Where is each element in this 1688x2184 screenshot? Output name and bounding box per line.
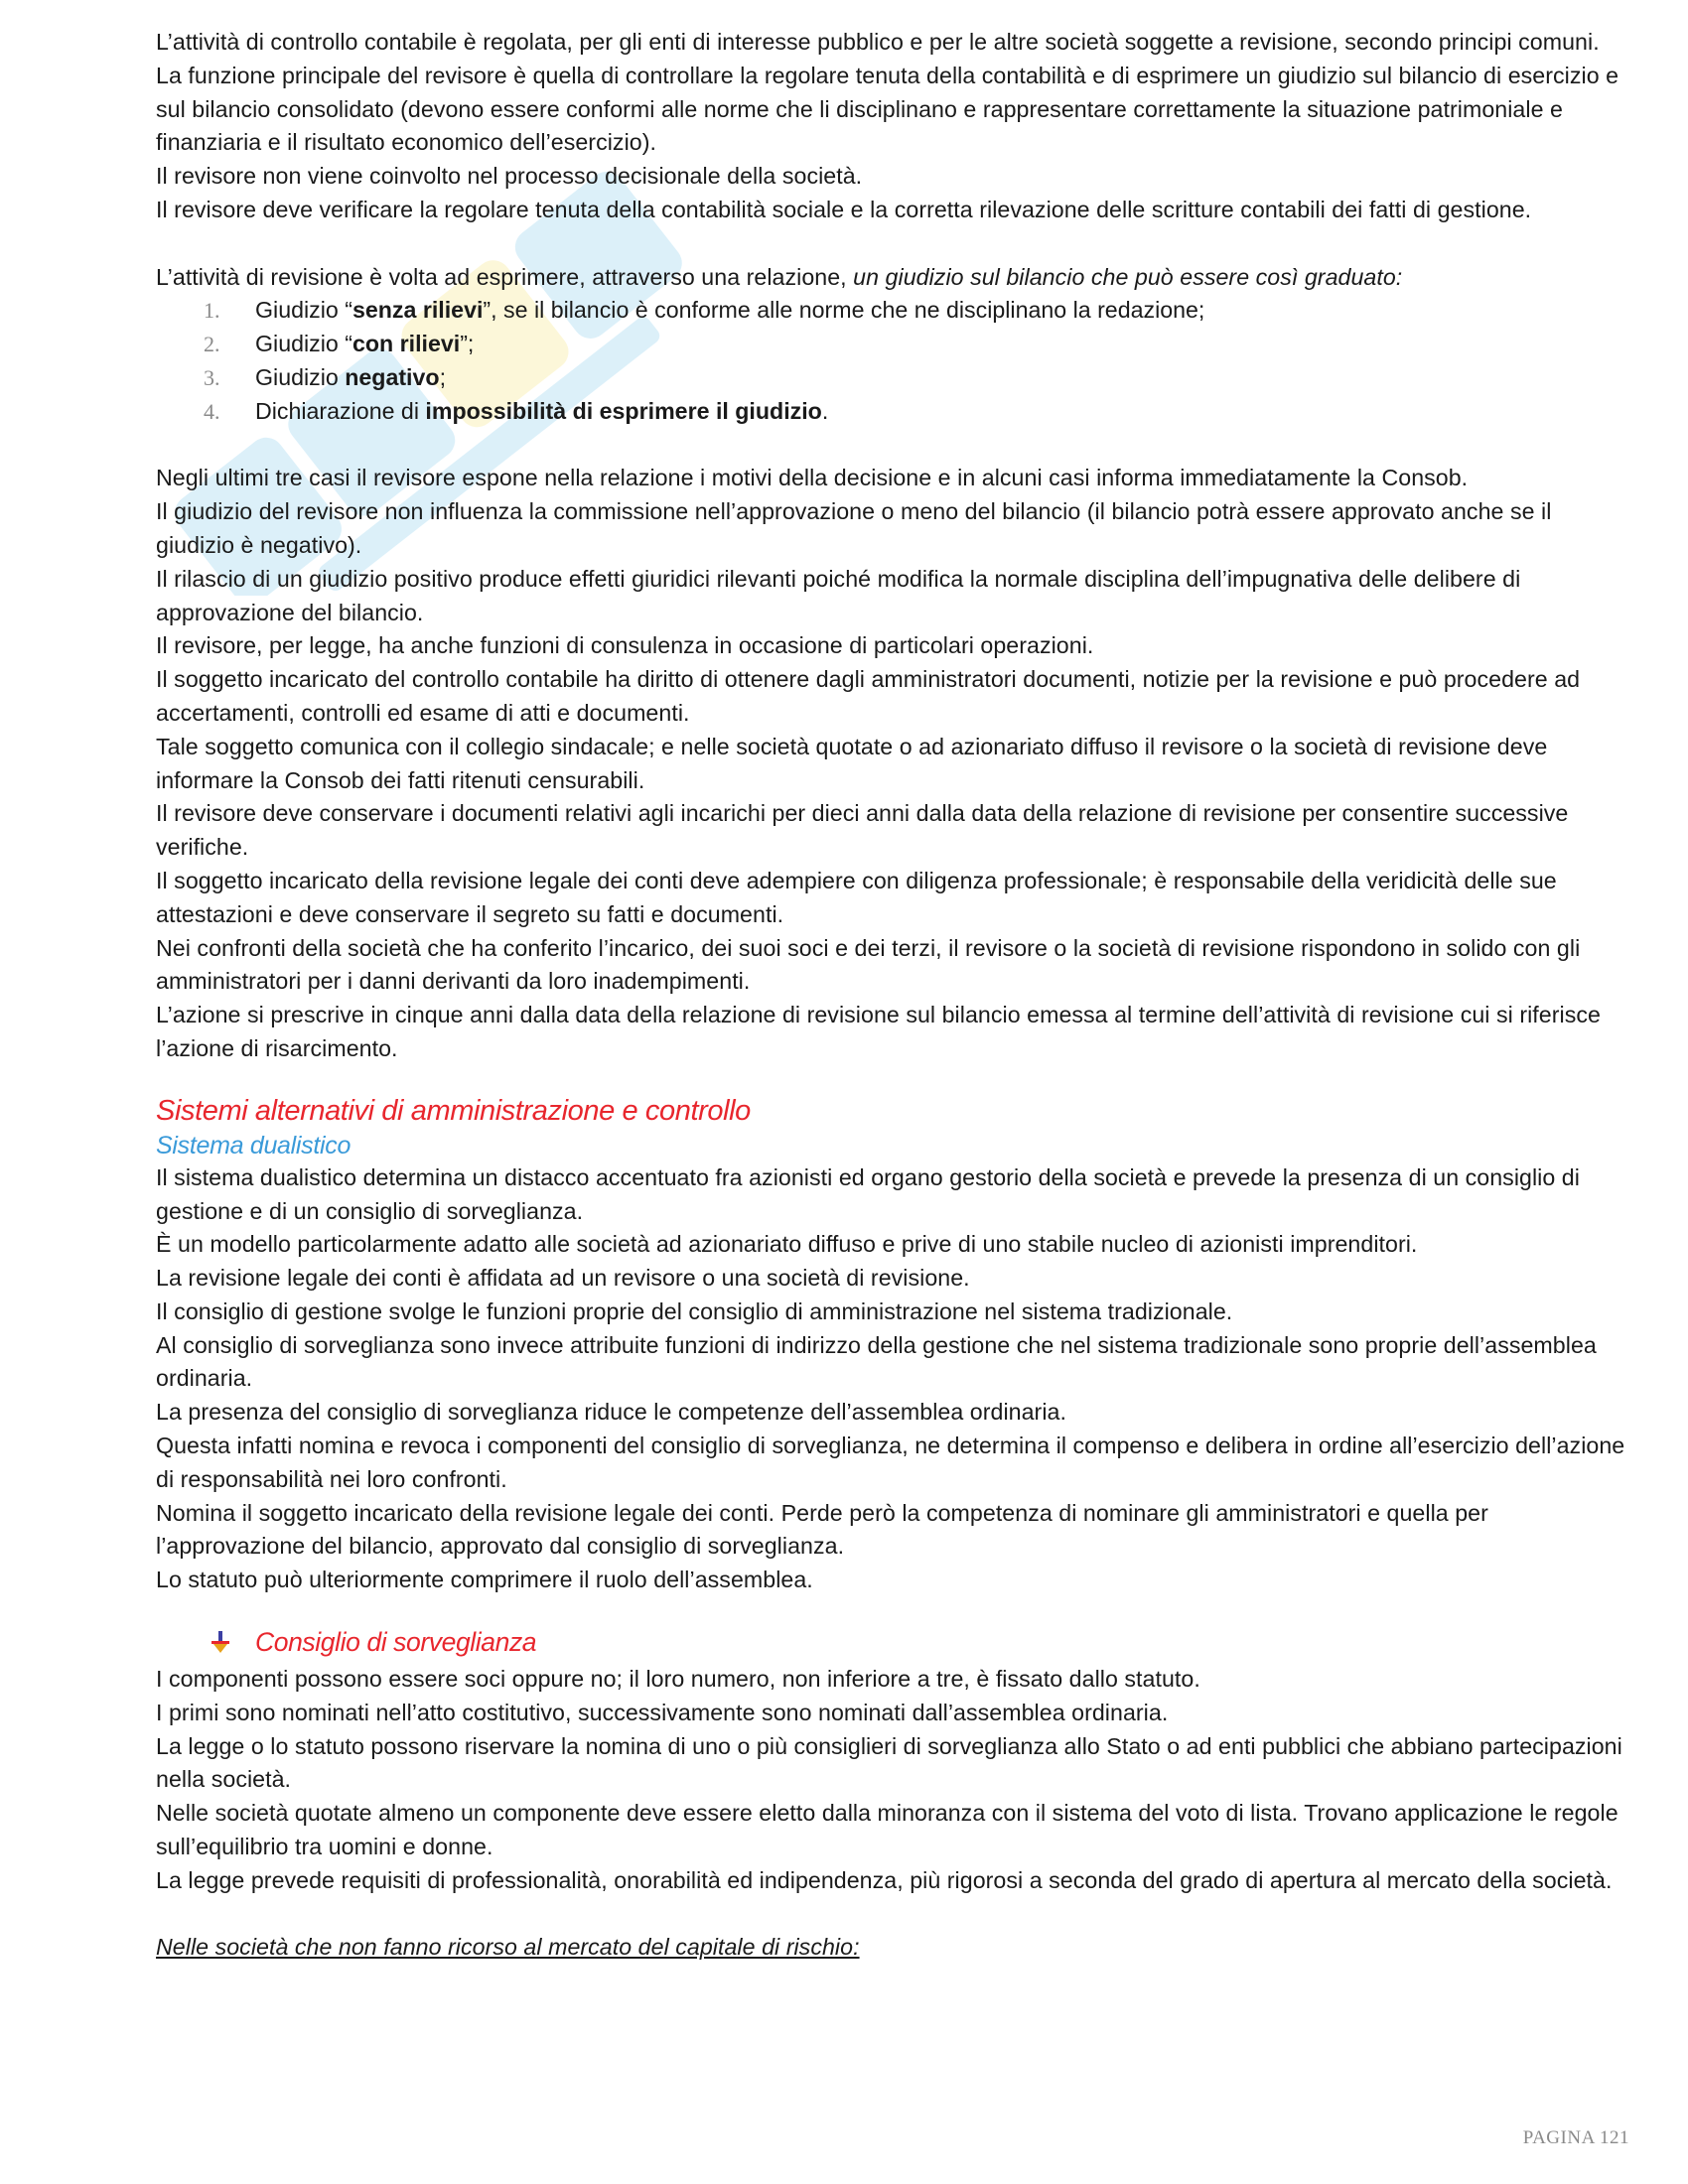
list-bold: negativo (345, 363, 440, 390)
list-number: 3. (204, 364, 220, 390)
list-item (156, 294, 1635, 328)
paragraph: Al consiglio di sorveglianza sono invece attribuite funzioni di indirizzo della gestione che nel sistema tradizionale sono proprie dell’assemblea ordinaria. (156, 1331, 1597, 1392)
paragraph: La presenza del consiglio di sorveglianza riduce le competenze dell’assemblea ordinaria. (156, 1399, 1066, 1426)
list-text: Dichiarazione di (255, 397, 426, 424)
paragraph: È un modello particolarmente adatto alle società ad azionariato diffuso e prive di uno stabile nucleo di azionisti imprenditori. (156, 1231, 1418, 1258)
paragraph: Il giudizio del revisore non influenza la commissione nell’approvazione o meno del bilancio (il bilancio potrà essere approvato anche se il giudizio è negativo). (156, 498, 1552, 558)
paragraph: Il consiglio di gestione svolge le funzioni proprie del consiglio di amministrazione nel sistema tradizionale. (156, 1297, 1233, 1324)
paragraph: L’attività di controllo contabile è regolata, per gli enti di interesse pubblico e per le altre società soggette a revisione, secondo principi comuni. (156, 29, 1600, 55)
list-text: ”, se il bilancio è conforme alle norme che ne disciplinano la redazione; (483, 297, 1205, 324)
list-text: ”; (460, 331, 475, 357)
grades-intro (156, 261, 1635, 295)
paragraph: Questa infatti nomina e revoca i componenti del consiglio di sorveglianza, ne determina il compenso e delibera in ordine all’esercizio dell’azione di responsabilità nei loro confronti. (156, 1433, 1625, 1492)
page-number: PAGINA 121 (1522, 2127, 1629, 2148)
list-number: 2. (204, 332, 220, 357)
paragraph: Il rilascio di un giudizio positivo produce effetti giuridici rilevanti poiché modifica la normale disciplina dell’impugnativa delle delibere di approvazione del bilancio. (156, 565, 1521, 625)
paragraph: Nomina il soggetto incaricato della revisione legale dei conti. Perde però la competenza di nominare gli amministratori e quella per l’approvazione del bilancio, approvato dal consiglio di sorveglianza. (156, 1499, 1488, 1560)
paragraph: Il revisore non viene coinvolto nel processo decisionale della società. (156, 163, 863, 190)
list-item (156, 361, 1635, 395)
grades-intro-text: L’attività di revisione è volta ad esprimere, attraverso una relazione, (156, 263, 854, 290)
grades-list (156, 294, 1635, 428)
paragraph: Il revisore deve verificare la regolare tenuta della contabilità sociale e la corretta rilevazione delle scritture contabili dei fatti di gestione. (156, 196, 1532, 222)
list-text: ; (439, 363, 447, 390)
paragraph: Nelle società quotate almeno un componente deve essere eletto dalla minoranza con il sistema del voto di lista. Trovano applicazione le regole sull’equilibrio tra uomini e donne. (156, 1800, 1618, 1860)
paragraph: Il soggetto incaricato della revisione legale dei conti deve adempiere con diligenza professionale; è responsabile della veridicità delle sue attestazioni e deve conservare il segreto su fatti e documenti. (156, 867, 1557, 927)
paragraph: Negli ultimi tre casi il revisore espone nella relazione i motivi della decisione e in alcuni casi informa immediatamente la Consob. (156, 465, 1469, 491)
list-text: Giudizio (255, 363, 346, 390)
paragraph: Il sistema dualistico determina un distacco accentuato fra azionisti ed organo gestorio della società e prevede la presenza di un consiglio di gestione e di un consiglio di sorveglianza. (156, 1163, 1580, 1224)
list-item (156, 328, 1635, 361)
paragraph: Il soggetto incaricato del controllo contabile ha diritto di ottenere dagli amministratori documenti, notizie per la revisione e può procedere ad accertamenti, controlli ed esame di atti e documenti. (156, 666, 1581, 726)
paragraph: Il revisore deve conservare i documenti relativi agli incarichi per dieci anni dalla data della relazione di revisione per consentire successive verifiche. (156, 800, 1569, 861)
paragraph: La legge prevede requisiti di professionalità, onorabilità ed indipendenza, più rigorosi a seconda del grado di apertura al mercato della società. (156, 1866, 1613, 1893)
arrow-down-bullet-icon (208, 1629, 233, 1655)
paragraph: I primi sono nominati nell’atto costitutivo, successivamente sono nominati dall’assemblea ordinaria. (156, 1699, 1169, 1725)
subsection-heading: Sistema dualistico (156, 1131, 352, 1160)
closing-line: Nelle società che non fanno ricorso al mercato del capitale di rischio: (156, 1934, 860, 1961)
paragraph: La legge o lo statuto possono riservare la nomina di uno o più consiglieri di sorveglianza allo Stato o ad enti pubblici che abbiano partecipazioni nella società. (156, 1732, 1622, 1793)
list-bold: senza rilievi (352, 297, 484, 324)
list-number: 1. (204, 298, 220, 324)
list-number: 4. (204, 398, 220, 424)
list-text: Giudizio “ (255, 331, 352, 357)
list-item (156, 395, 1635, 429)
list-bold: impossibilità di esprimere il giudizio (425, 397, 822, 424)
list-text: . (821, 397, 829, 424)
document-page (156, 26, 1635, 1965)
list-text: Giudizio “ (255, 297, 352, 324)
paragraph: La revisione legale dei conti è affidata ad un revisore o una società di revisione. (156, 1265, 970, 1292)
paragraph: Tale soggetto comunica con il collegio sindacale; e nelle società quotate o ad azionariato diffuso il revisore o la società di revisione deve informare la Consob dei fatti ritenuti censurabili. (156, 733, 1548, 793)
paragraph: La funzione principale del revisore è quella di controllare la regolare tenuta della contabilità e di esprimere un giudizio sul bilancio di esercizio e sul bilancio consolidato (devono essere conformi alle norme che li disciplinano e rappresentare correttamente la situazione patrimoniale e finanziaria e il risultato economico dell’esercizio). (156, 62, 1619, 156)
consiglio-heading: Consiglio di sorveglianza (255, 1627, 537, 1658)
paragraph: Lo statuto può ulteriormente comprimere il ruolo dell’assemblea. (156, 1567, 813, 1593)
paragraph: Il revisore, per legge, ha anche funzioni di consulenza in occasione di particolari operazioni. (156, 632, 1094, 659)
consiglio-heading-row (156, 1623, 1635, 1663)
paragraph: Nei confronti della società che ha conferito l’incarico, dei suoi soci e dei terzi, il revisore o la società di revisione rispondono in solido con gli amministratori per i danni derivanti da loro inadempimenti. (156, 934, 1581, 995)
paragraph: L’azione si prescrive in cinque anni dalla data della relazione di revisione sul bilancio emessa al termine dell’attività di revisione cui si riferisce l’azione di risarcimento. (156, 1002, 1601, 1061)
section-heading: Sistemi alternativi di amministrazione e controllo (156, 1094, 751, 1127)
paragraph: I componenti possono essere soci oppure no; il loro numero, non inferiore a tre, è fissato dallo statuto. (156, 1666, 1200, 1693)
grades-intro-italic: un giudizio sul bilancio che può essere così graduato: (853, 263, 1403, 290)
list-bold: con rilievi (352, 331, 461, 357)
